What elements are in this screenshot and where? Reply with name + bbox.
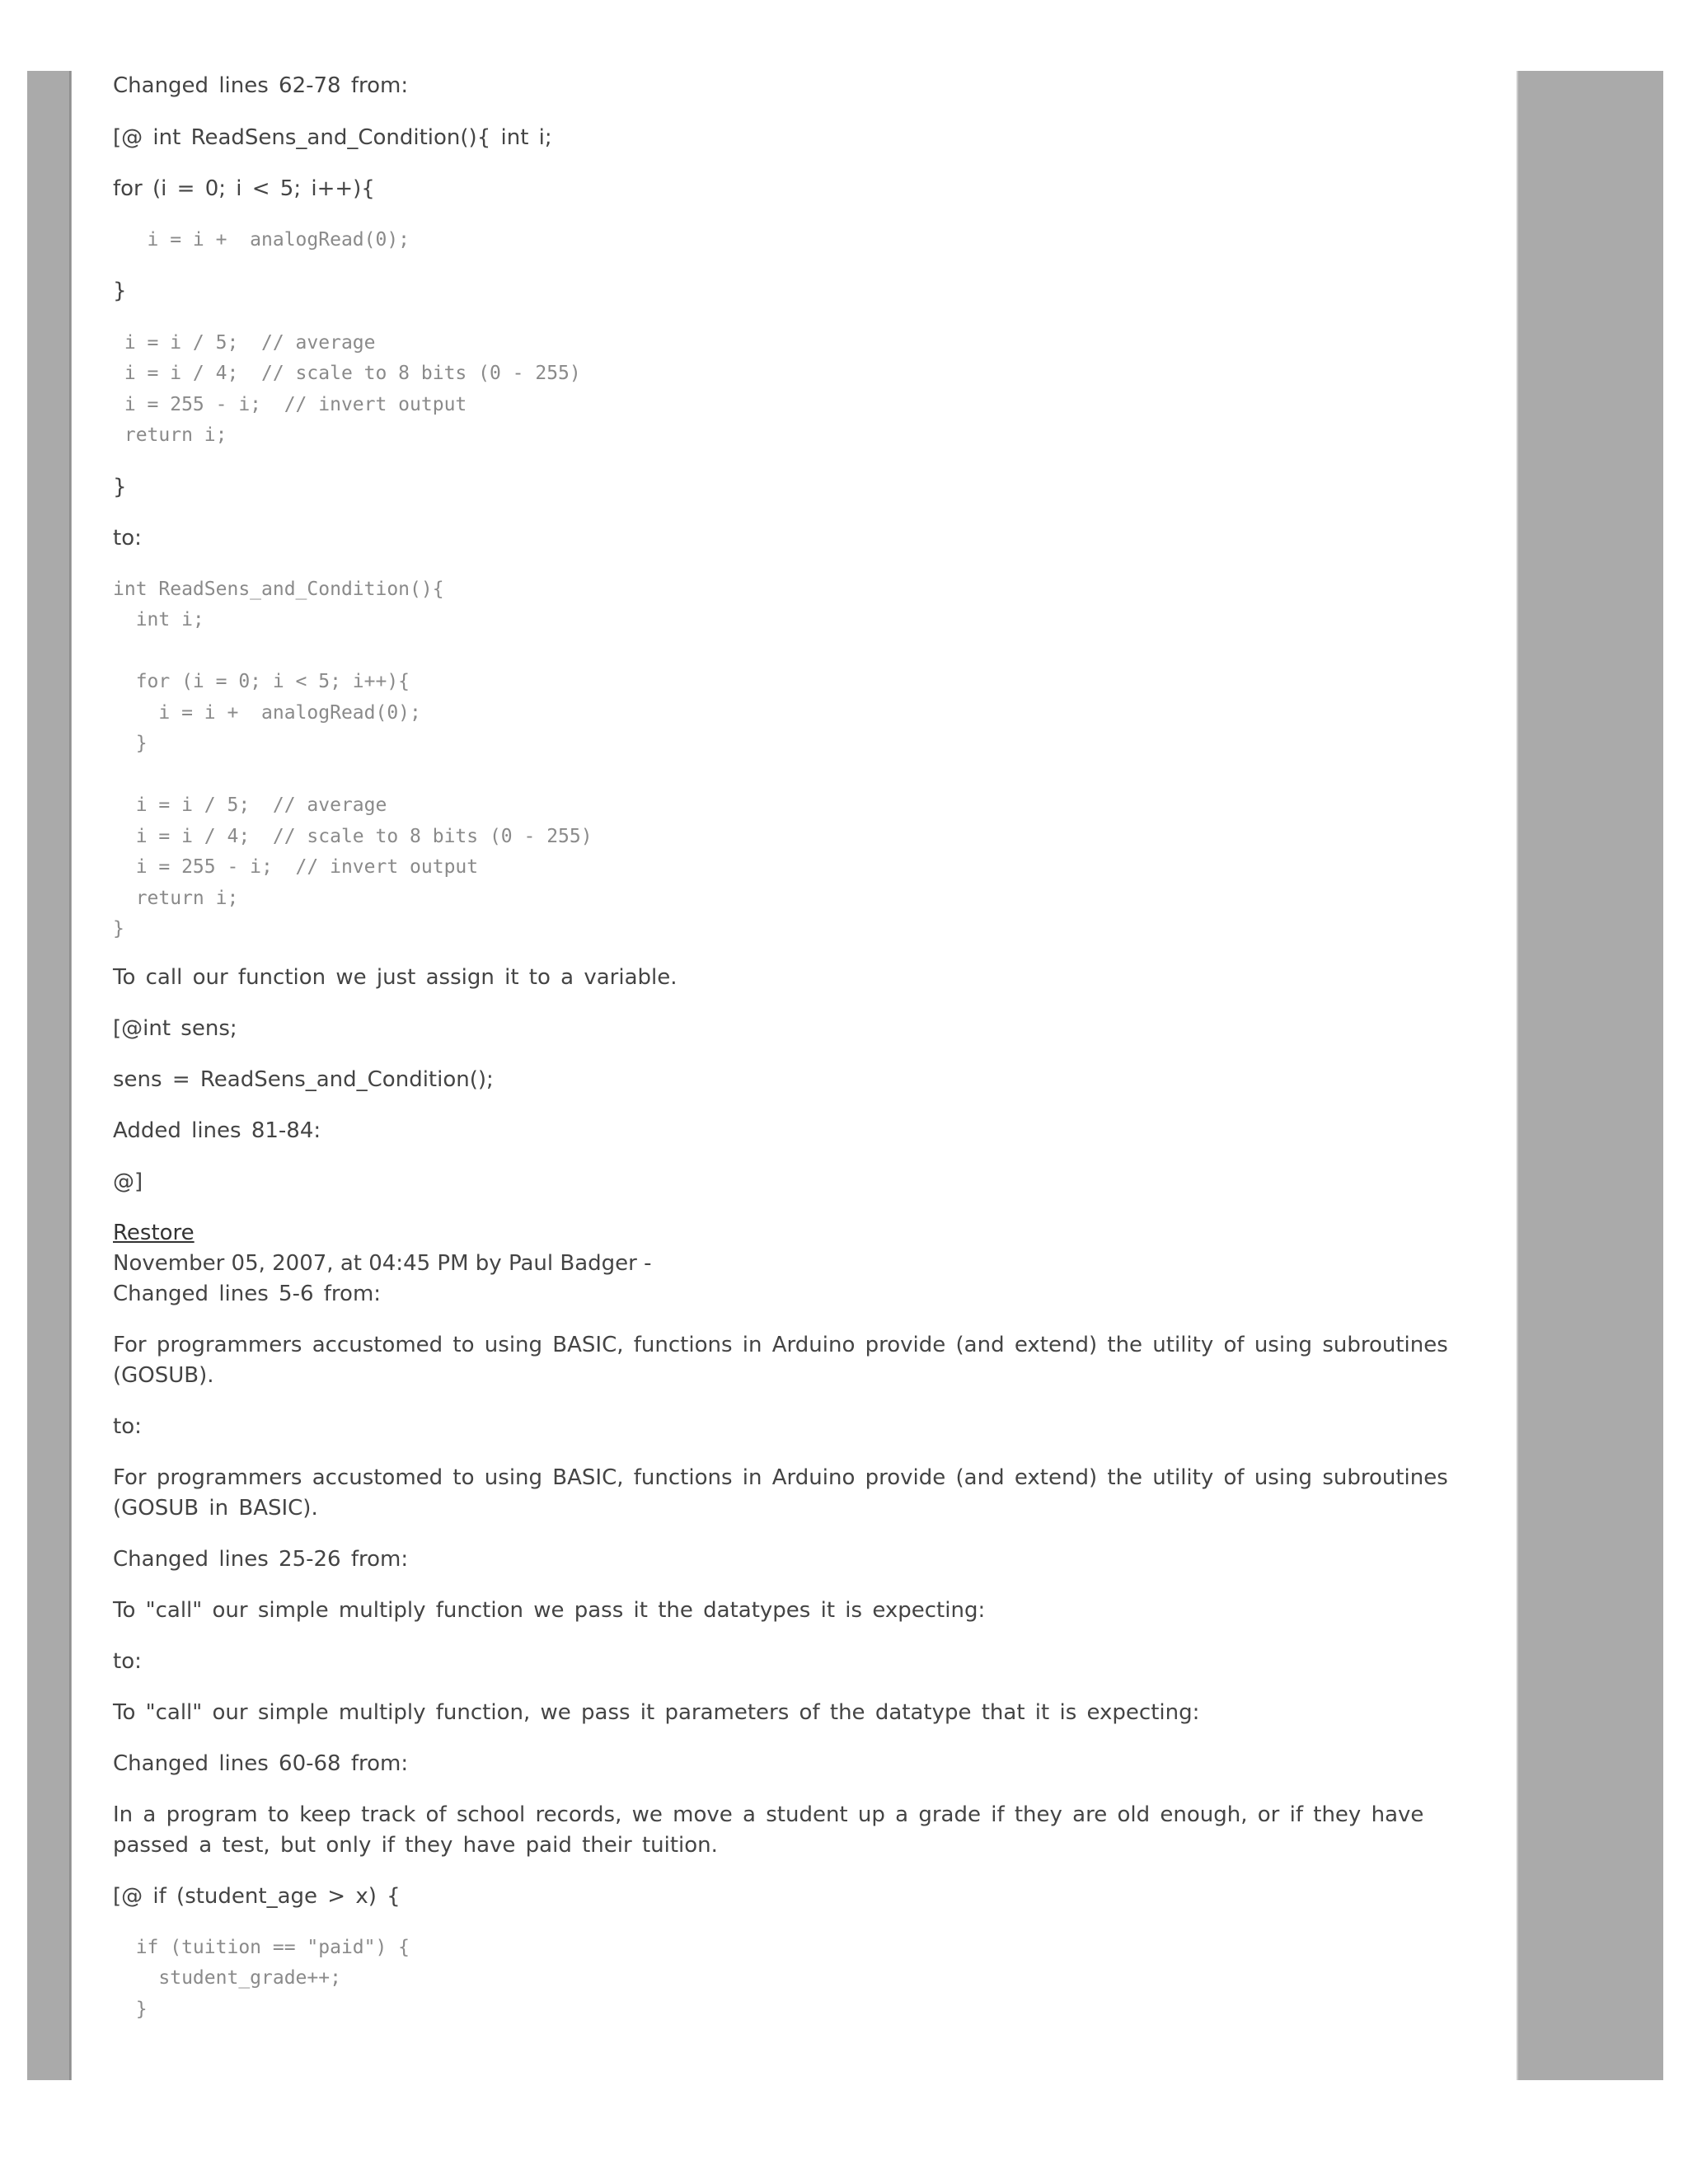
- code-block: int ReadSens_and_Condition(){ int i; for (i = 0; i < 5; i++){ i = i + analogRead(0); } i = i / 5; // average i = i / 4; // scale to 8 bits (0 - 255) i = 255 - i; // invert output return i; }: [113, 578, 593, 940]
- paragraph: For programmers accustomed to using BASIC, functions in Arduino provide (and extend) the utility of using subroutines (GOSUB in BASIC).: [113, 1465, 1448, 1521]
- restore-link[interactable]: Restore: [113, 1220, 195, 1245]
- to-label: to:: [113, 1413, 142, 1439]
- code-text-line: [@int sens;: [113, 1015, 237, 1041]
- diff-heading: Added lines 81-84:: [113, 1118, 321, 1143]
- paragraph: For programmers accustomed to using BASIC, functions in Arduino provide (and extend) the utility of using subroutines (GOSUB).: [113, 1332, 1448, 1388]
- revision-meta: November 05, 2007, at 04:45 PM by Paul Badger -: [113, 1250, 652, 1276]
- diff-heading: Changed lines 5-6 from:: [113, 1281, 382, 1306]
- paragraph: To call our function we just assign it to a variable.: [113, 964, 678, 990]
- code-text-line: @]: [113, 1169, 143, 1194]
- left-margin-line: [69, 71, 71, 2080]
- right-margin-bar: [1518, 71, 1663, 2080]
- paragraph: To "call" our simple multiply function, we pass it parameters of the datatype that it is expecting:: [113, 1699, 1200, 1725]
- code-text-line: sens = ReadSens_and_Condition();: [113, 1066, 494, 1092]
- page-content: [113, 71, 1469, 2025]
- code-text-line: [@ if (student_age > x) {: [113, 1883, 401, 1909]
- code-block: i = i + analogRead(0);: [113, 229, 410, 251]
- code-text-line: [@ int ReadSens_and_Condition(){ int i;: [113, 125, 552, 150]
- paragraph: In a program to keep track of school records, we move a student up a grade if they are old enough, or if they have passed a test, but only if they have paid their tuition.: [113, 1802, 1424, 1858]
- diff-heading: Changed lines 62-78 from:: [113, 73, 409, 98]
- paragraph: To "call" our simple multiply function we pass it the datatypes it is expecting:: [113, 1597, 986, 1623]
- right-margin-line: [1517, 71, 1518, 2080]
- code-text-line: for (i = 0; i < 5; i++){: [113, 176, 375, 201]
- code-text-line: }: [113, 474, 127, 499]
- code-text-line: }: [113, 278, 127, 303]
- code-block: i = i / 5; // average i = i / 4; // scale to 8 bits (0 - 255) i = 255 - i; // invert output return i;: [124, 331, 581, 446]
- diff-heading: Changed lines 60-68 from:: [113, 1750, 409, 1776]
- left-margin-bar: [27, 71, 72, 2080]
- to-label: to:: [113, 1648, 142, 1674]
- code-block: if (tuition == "paid") { student_grade++; }: [135, 1936, 410, 2020]
- diff-heading: Changed lines 25-26 from:: [113, 1546, 409, 1572]
- to-label: to:: [113, 525, 142, 551]
